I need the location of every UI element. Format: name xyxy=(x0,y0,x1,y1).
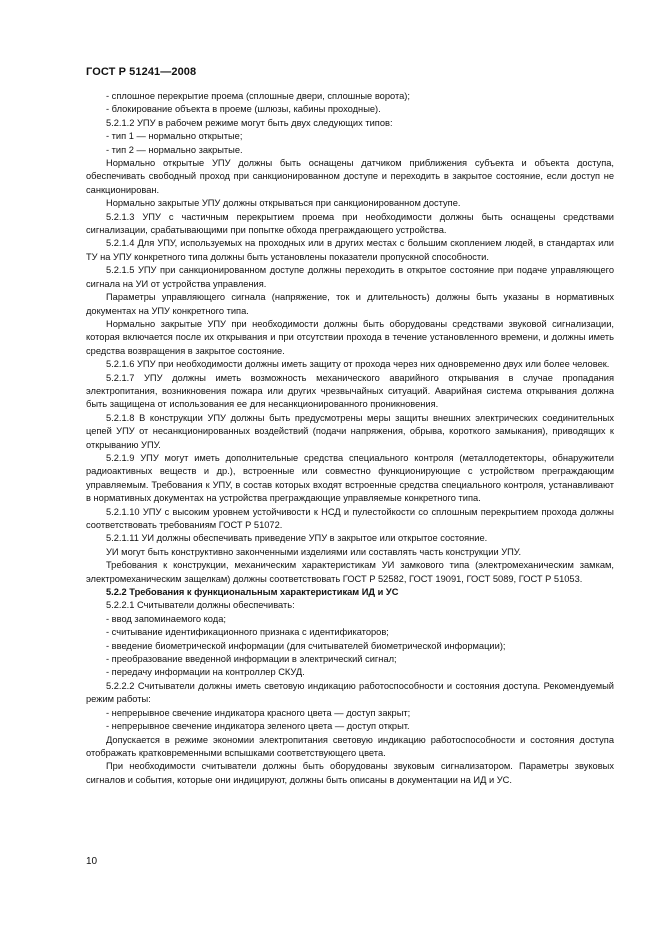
paragraph: Нормально закрытые УПУ должны открываться при санкционированном доступе. xyxy=(106,198,461,209)
paragraph: 5.2.1.11 УИ должны обеспечивать приведение УПУ в закрытое или открытое состояние. xyxy=(106,533,488,544)
paragraph: - введение биометрической информации (для считывателей биометрической информации); xyxy=(106,640,506,651)
paragraph: Требования к конструкции, механическим характеристикам УИ замкового типа (электромеханическим замкам, электромеханическим защелкам) должны соответствовать ГОСТ Р 52582, ГОСТ 19091, ГОСТ 5089, ГОСТ Р 51053. xyxy=(86,560,614,584)
paragraph: - непрерывное свечение индикатора зеленого цвета — доступ открыт. xyxy=(106,721,410,732)
paragraph: - преобразование введенной информации в электрический сигнал; xyxy=(106,654,397,665)
paragraph: - ввод запоминаемого кода; xyxy=(106,613,226,624)
paragraph: 5.2.1.4 Для УПУ, используемых на проходных или в других местах с большим скоплением людей, в стандартах или ТУ на УПУ конкретного типа должны быть установлены показатели пропускной способности. xyxy=(86,238,614,262)
paragraph: 5.2.1.5 УПУ при санкционированном доступе должны переходить в открытое состояние при подаче управляющего сигнала на УИ от устройства управления. xyxy=(86,265,614,289)
paragraph: - сплошное перекрытие проема (сплошные двери, сплошные ворота); xyxy=(106,91,410,101)
page-number: 10 xyxy=(86,856,98,867)
paragraph: - считывание идентификационного признака с идентификаторов; xyxy=(106,627,389,638)
paragraph: 5.2.1.8 В конструкции УПУ должны быть предусмотрены меры защиты внешних электрических соединительных цепей УПУ от несанкционированных воздействий (подачи напряжения, обрыва, короткого замыкания), приводящих к открыванию УПУ. xyxy=(86,412,614,450)
paragraph: Параметры управляющего сигнала (напряжение, ток и длительность) должны быть указаны в нормативных документах на УПУ конкретного типа. xyxy=(86,292,614,316)
paragraph: 5.2.1.10 УПУ с высоким уровнем устойчивости к НСД и пулестойкости со сплошным перекрытием прохода должны соответствовать требованиям ГОСТ Р 51072. xyxy=(86,506,614,530)
paragraph: 5.2.1.7 УПУ должны иметь возможность механического аварийного открывания в случае пропадания электропитания, возникновения пожара или других чрезвычайных ситуаций. Аварийная система открывания должна быть защищена от использования ее для несанкционированного проникновения. xyxy=(86,372,614,410)
document-body xyxy=(86,90,614,787)
paragraph: При необходимости считыватели должны быть оборудованы звуковым сигнализатором. Параметры звуковых сигналов и события, которые они индицируют, должны быть описаны в документации на ИД и УС. xyxy=(86,761,614,785)
paragraph: 5.2.1.9 УПУ могут иметь дополнительные средства специального контроля (металлодетекторы, обнаружители радиоактивных веществ и др.), встроенные или совместно функционирующие с устройством преграждающим управляемым. Требования к УПУ, в состав которых входят встроенные средства специального контроля, устанавливают в нормативных документах на устройства преграждающие управляемые конкретного типа. xyxy=(86,452,614,504)
paragraph: Нормально открытые УПУ должны быть оснащены датчиком приближения субъекта и объекта доступа, обеспечивать свободный проход при санкционированном доступе и переходить в закрытое состояние, если доступ не санкционирован. xyxy=(86,158,614,195)
paragraph: 5.2.1.2 УПУ в рабочем режиме могут быть двух следующих типов: xyxy=(106,117,393,128)
paragraph: Нормально закрытые УПУ при необходимости должны быть оборудованы средствами звуковой сигнализации, которая включается после их открывания и при отсутствии прохода в течение установленного времени, и должны иметь средства возвращения в закрытое состояние. xyxy=(86,318,614,356)
paragraph: 5.2.1.3 УПУ с частичным перекрытием проема при необходимости должны быть оснащены средствами сигнализации, срабатывающими при попытке обхода преграждающего устройства. xyxy=(86,211,614,236)
paragraph: - тип 2 — нормально закрытые. xyxy=(106,144,243,155)
document-header: ГОСТ Р 51241—2008 xyxy=(86,66,197,78)
paragraph: - передачу информации на контроллер СКУД. xyxy=(106,667,305,678)
paragraph: 5.2.2.2 Считыватели должны иметь световую индикацию работоспособности и состояния доступа. Рекомендуемый режим работы: xyxy=(86,680,614,705)
paragraph: - непрерывное свечение индикатора красного цвета — доступ закрыт; xyxy=(106,707,411,718)
section-heading: 5.2.2 Требования к функциональным характеристикам ИД и УС xyxy=(106,587,399,598)
paragraph: Допускается в режиме экономии электропитания световую индикацию работоспособности и состояния доступа отображать кратковременными вспышками соответствующего цвета. xyxy=(86,734,614,758)
paragraph: УИ могут быть конструктивно законченными изделиями или составлять часть конструкции УПУ. xyxy=(106,546,522,557)
paragraph: 5.2.2.1 Считыватели должны обеспечивать: xyxy=(106,600,295,611)
paragraph: - блокирование объекта в проеме (шлюзы, кабины проходные). xyxy=(106,104,381,115)
paragraph: 5.2.1.6 УПУ при необходимости должны иметь защиту от прохода через них одновременно двух или более человек. xyxy=(106,359,610,370)
paragraph: - тип 1 — нормально открытые; xyxy=(106,131,243,142)
